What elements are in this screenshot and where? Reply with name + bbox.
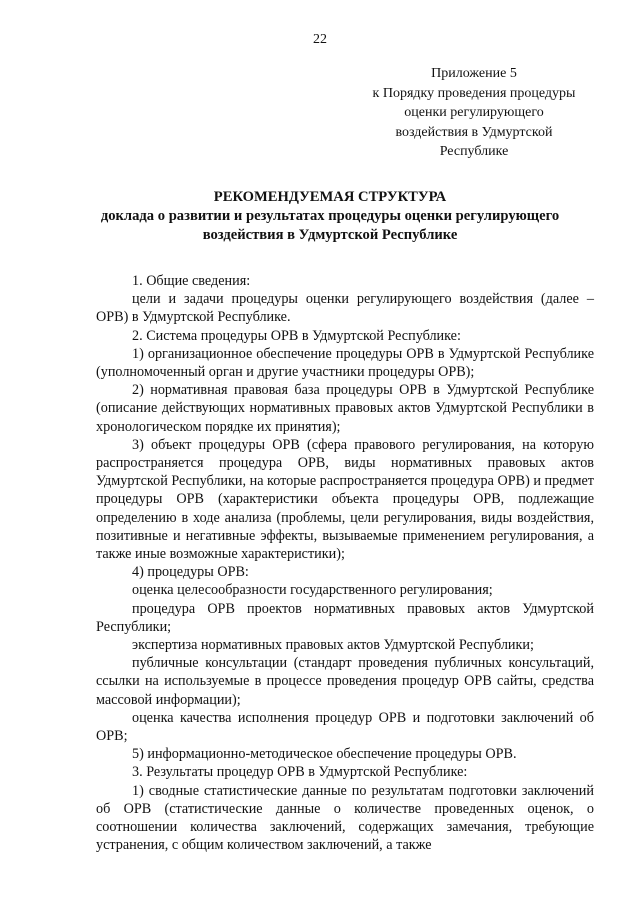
appendix-line: Приложение 5 <box>431 66 517 81</box>
paragraph: 2) нормативная правовая база процедуры ОРВ в Удмуртской Республике (описание действующих нормативных правовых актов Удмуртской Республики в хронологическом порядке их принятия); <box>96 382 594 435</box>
section-heading: 3. Результаты процедур ОРВ в Удмуртской Республике: <box>132 764 468 781</box>
paragraph: 1) сводные статистические данные по результатам подготовки заключений об ОРВ (статистические данные о количестве проведенных оценок, о соотношении количества заключений, содержащих замечания, требующие устранения, с общим количеством заключений, а также <box>96 782 594 854</box>
paragraph: процедура ОРВ проектов нормативных правовых актов Удмуртской Республики; <box>96 600 594 635</box>
appendix-line: оценки регулирующего <box>404 105 544 120</box>
paragraph: 5) информационно-методическое обеспечение процедуры ОРВ. <box>132 746 517 763</box>
section-heading: 1. Общие сведения: <box>132 273 251 289</box>
paragraph: экспертиза нормативных правовых актов Удмуртской Республики; <box>132 637 534 654</box>
appendix-header <box>356 64 592 162</box>
document-body <box>96 272 594 855</box>
page-number: 22 <box>313 32 327 47</box>
appendix-line: воздействия в Удмуртской <box>395 124 553 140</box>
paragraph: цели и задачи процедуры оценки регулирующего воздействия (далее – ОРВ) в Удмуртской Республике. <box>96 291 594 326</box>
paragraph: оценка целесообразности государственного регулирования; <box>132 582 493 599</box>
paragraph: 3) объект процедуры ОРВ (сфера правового регулирования, на которую распространяется процедура ОРВ, виды нормативных правовых актов Удмуртской Республики, на которые распространяется процедура ОРВ) и предмет процедуры ОРВ (характеристики объекта процедуры ОРВ, подлежащие определению в ходе анализа (проблемы, цели регулирования, виды воздействия, позитивные и негативные эффекты, вызываемые применением регулирования, а также иные возможные характеристики); <box>96 436 594 563</box>
document-subtitle-line-1: доклада о развитии и результатах процедуры оценки регулирующего <box>100 208 560 224</box>
paragraph: оценка качества исполнения процедур ОРВ и подготовки заключений об ОРВ; <box>96 709 594 745</box>
paragraph: публичные консультации (стандарт проведения публичных консультаций, ссылки на используемые в процессе проведения процедур ОРВ сайты, средства массовой информации); <box>96 655 594 708</box>
document-subtitle-line-2: воздействия в Удмуртской Республике <box>202 227 458 243</box>
document-title: РЕКОМЕНДУЕМАЯ СТРУКТУРА <box>213 189 447 205</box>
section-heading: 2. Система процедуры ОРВ в Удмуртской Республике: <box>132 327 461 344</box>
appendix-line: Республике <box>439 144 509 159</box>
paragraph: 1) организационное обеспечение процедуры ОРВ в Удмуртской Республике (уполномоченный орган и другие участники процедуры ОРВ); <box>96 345 594 381</box>
appendix-line: к Порядку проведения процедуры <box>372 85 576 101</box>
paragraph: 4) процедуры ОРВ: <box>132 564 249 581</box>
